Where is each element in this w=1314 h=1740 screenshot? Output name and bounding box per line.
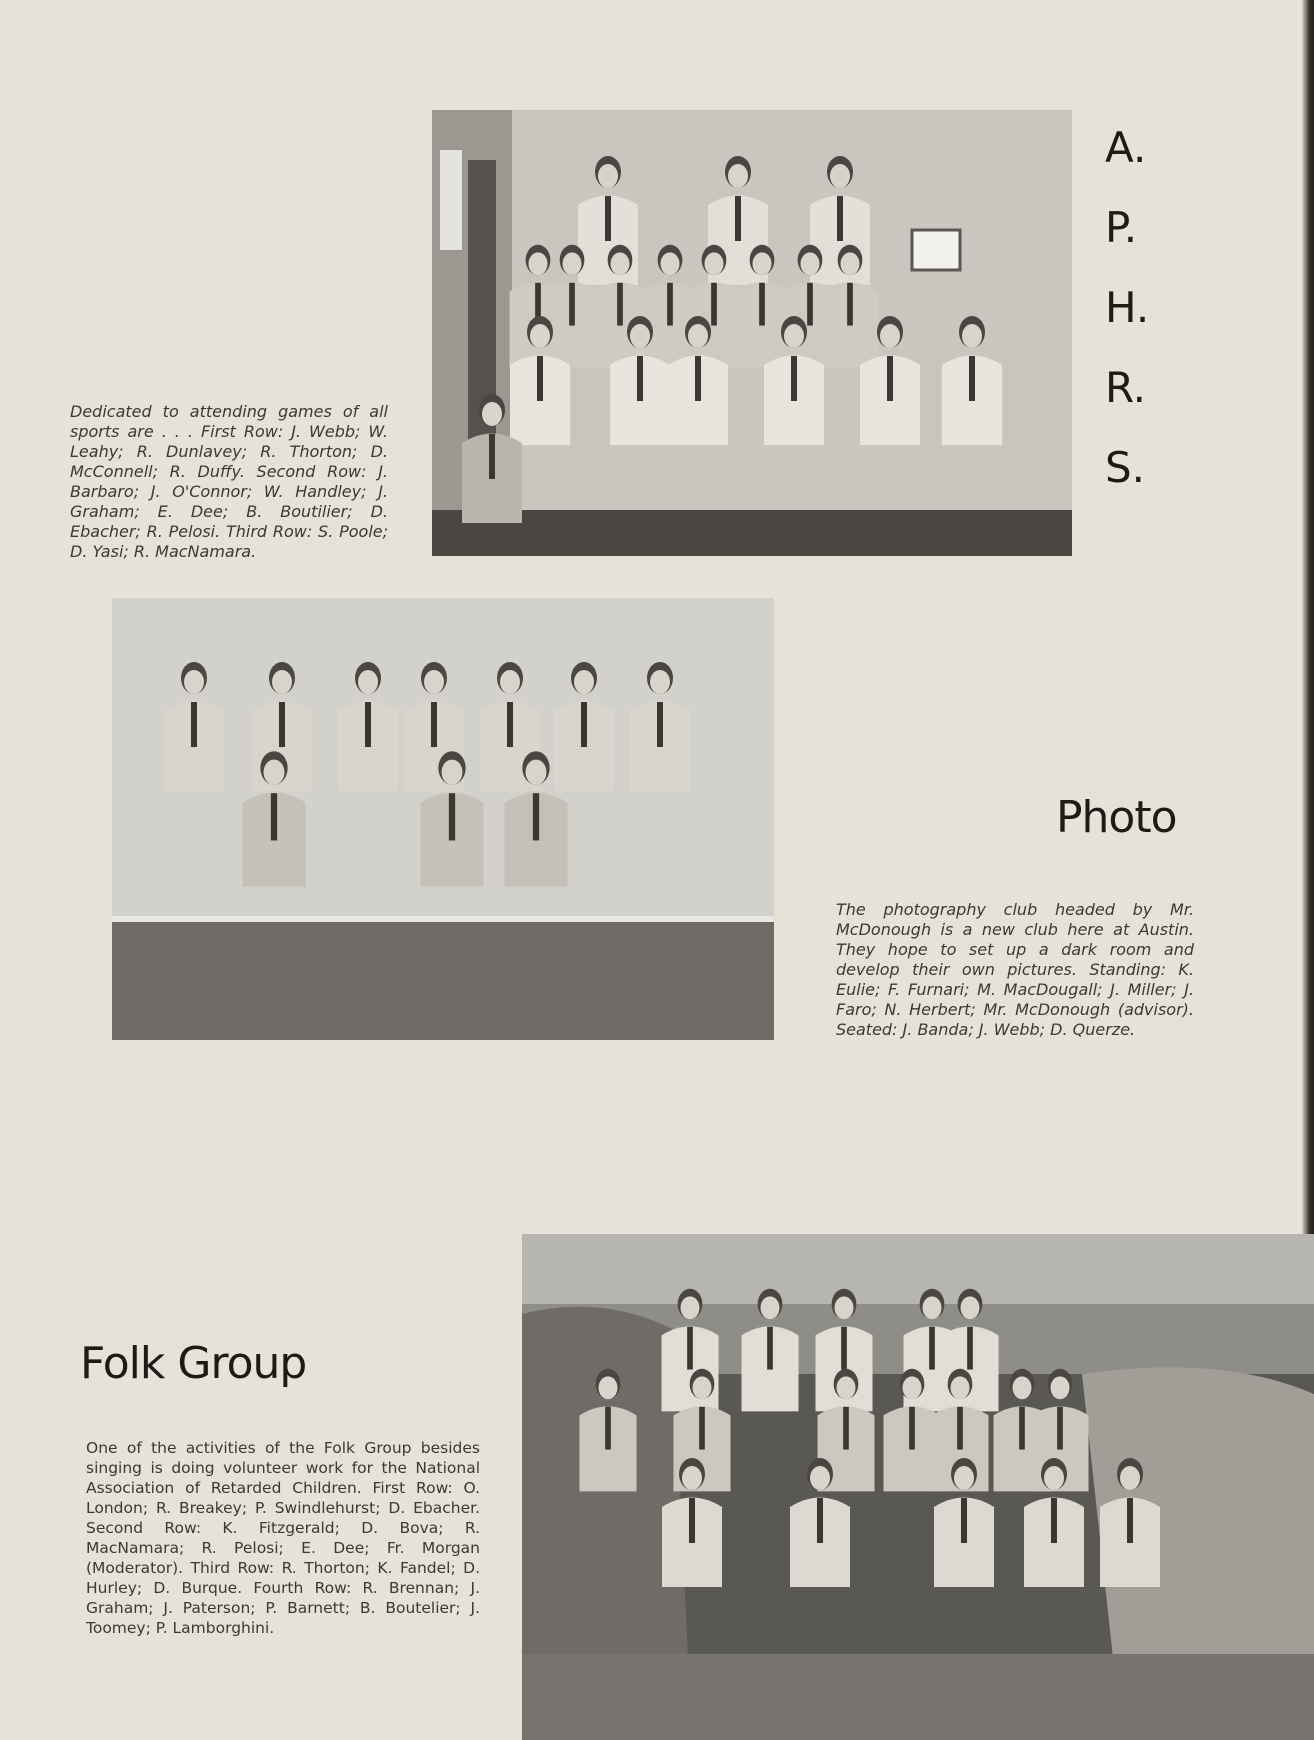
person-tie [695, 356, 701, 401]
person-face [1044, 1466, 1064, 1490]
person-tie [909, 1407, 915, 1450]
person-face [753, 252, 772, 275]
person-tie [759, 283, 765, 326]
person-tie [887, 356, 893, 401]
person-face [650, 670, 670, 694]
person-tie [279, 702, 285, 747]
person-face [784, 324, 804, 348]
person-tie [191, 702, 197, 747]
person-tie [365, 702, 371, 747]
person-face [500, 670, 520, 694]
folk-group-heading: Folk Group [80, 1338, 307, 1389]
person-face [962, 324, 982, 348]
person-tie [847, 283, 853, 326]
person-face [272, 670, 292, 694]
person-tie [617, 283, 623, 326]
person-face [903, 1376, 922, 1399]
person-tie [569, 283, 575, 326]
title-letter-a: A. [1105, 123, 1147, 172]
person-face [1013, 1376, 1032, 1399]
person-tie [581, 702, 587, 747]
person-tie [843, 1407, 849, 1450]
title-letter-h: H. [1105, 283, 1150, 332]
person-tie [605, 1407, 611, 1450]
person-tie [637, 356, 643, 401]
photo-club-caption: The photography club headed by Mr. McDonough is a new club here at Austin. They hope to set up a dark room and develop their own pictures. Standing: K. Eulie; F. Furnari; M. MacDougall; J. Miller; J. Faro; N. Herbert; Mr. McDonough (advisor). Seated: J. Banda; J. Webb; D. Querze. [836, 900, 1194, 1039]
person-face [482, 402, 502, 426]
person-tie [957, 1407, 963, 1450]
person-tie [605, 196, 611, 241]
person-tie [961, 1498, 967, 1543]
person-tie [817, 1498, 823, 1543]
person-face [661, 252, 680, 275]
person-tie [271, 793, 277, 840]
person-face [830, 164, 850, 188]
person-tie [1057, 1407, 1063, 1450]
person-face [951, 1376, 970, 1399]
person-tie [791, 356, 797, 401]
photo-club-group-photo [112, 598, 774, 1040]
person-face [611, 252, 630, 275]
person-tie [1019, 1407, 1025, 1450]
person-face [923, 1296, 942, 1319]
person-face [358, 670, 378, 694]
person-face [681, 1296, 700, 1319]
person-tie [687, 1327, 693, 1370]
title-letter-p: P. [1105, 203, 1138, 252]
folk-group-caption: One of the activities of the Folk Group besides singing is doing volunteer work for the National Association of Retarded Children. First Row: O. London; R. Breakey; P. Swindlehurst; D. Ebacher. Second Row: K. Fitzgerald; D. Bova; R. MacNamara; R. Pelosi; E. Dee; Fr. Morgan (Moderator). Third Row: R. Thorton; K. Fandel; D. Hurley; D. Burque. Fourth Row: R. Brennan; J. Graham; J. Paterson; P. Barnett; B. Boutelier; J. Toomey; P. Lamborghini. [86, 1439, 480, 1637]
person-face [424, 670, 444, 694]
person-face [961, 1296, 980, 1319]
person-face [574, 670, 594, 694]
person-tie [711, 283, 717, 326]
folk-group-photo [522, 1234, 1314, 1740]
person-tie [699, 1407, 705, 1450]
title-letter-s: S. [1105, 443, 1146, 492]
person-tie [489, 434, 495, 479]
person-face [598, 164, 618, 188]
person-tie [657, 702, 663, 747]
person-tie [841, 1327, 847, 1370]
person-face [442, 760, 463, 785]
person-face [563, 252, 582, 275]
aphrs-group-photo [432, 110, 1072, 556]
aphrs-title-letters [1105, 108, 1155, 508]
person-tie [807, 283, 813, 326]
person-tie [1051, 1498, 1057, 1543]
person-tie [667, 283, 673, 326]
person-face [264, 760, 285, 785]
person-tie [507, 702, 513, 747]
person-face [688, 324, 708, 348]
person-tie [689, 1498, 695, 1543]
person-face [682, 1466, 702, 1490]
person-tie [837, 196, 843, 241]
person-face [1051, 1376, 1070, 1399]
title-letter-r: R. [1105, 363, 1147, 412]
person-tie [967, 1327, 973, 1370]
person-face [954, 1466, 974, 1490]
person-face [529, 252, 548, 275]
person-tie [969, 356, 975, 401]
person-face [705, 252, 724, 275]
photo-club-heading: Photo [1056, 792, 1177, 843]
person-face [761, 1296, 780, 1319]
person-face [801, 252, 820, 275]
person-tie [929, 1327, 935, 1370]
person-tie [735, 196, 741, 241]
person-tie [431, 702, 437, 747]
person-face [526, 760, 547, 785]
person-face [728, 164, 748, 188]
person-face [693, 1376, 712, 1399]
person-face [184, 670, 204, 694]
person-tie [533, 793, 539, 840]
person-tie [537, 356, 543, 401]
person-face [880, 324, 900, 348]
aphrs-caption: Dedicated to attending games of all sports are . . . First Row: J. Webb; W. Leahy; R. Dunlavey; R. Thorton; D. McConnell; R. Duffy. Second Row: J. Barbaro; J. O'Connor; W. Handley; J. Graham; E. Dee; B. Boutilier; D. Ebacher; R. Pelosi. Third Row: S. Poole; D. Yasi; R. MacNamara. [70, 402, 388, 561]
person-face [835, 1296, 854, 1319]
person-face [599, 1376, 618, 1399]
person-tie [1127, 1498, 1133, 1543]
person-tie [449, 793, 455, 840]
person-face [841, 252, 860, 275]
person-face [630, 324, 650, 348]
person-face [837, 1376, 856, 1399]
person-face [530, 324, 550, 348]
person-face [1120, 1466, 1140, 1490]
person-face [810, 1466, 830, 1490]
person-tie [767, 1327, 773, 1370]
